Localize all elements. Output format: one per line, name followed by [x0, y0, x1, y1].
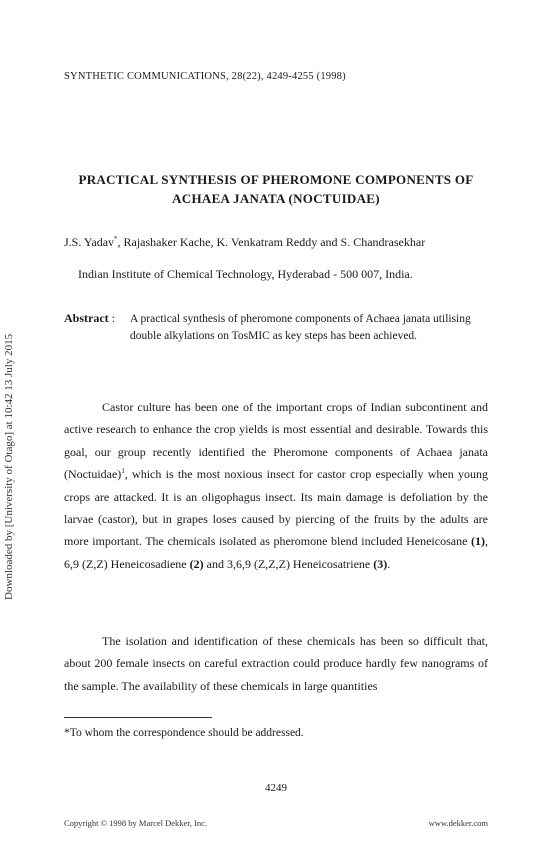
compound-2: (2) — [189, 556, 204, 571]
compound-1: (1) — [471, 534, 485, 549]
abstract-label — [64, 311, 115, 326]
abstract-text: A practical synthesis of pheromone components of Achaea janata utilising double alkylations on TosMIC as key steps has been achieved. — [130, 313, 471, 342]
reference-1[interactable]: 1 — [121, 467, 125, 476]
abstract-heading: Abstract — [64, 311, 109, 325]
corresponding-mark: * — [114, 235, 118, 243]
p1-text-e: . — [387, 556, 391, 571]
page-number: 4249 — [265, 782, 287, 794]
body-paragraph-2: The isolation and identification of these chemicals has been so difficult that, about 200 female insects on careful extraction could produce hardly few nanograms of the sample. The availability of these chemicals in large quantities — [64, 634, 488, 693]
abstract-separator: : — [111, 311, 115, 325]
footnote-rule — [64, 717, 212, 718]
author-list — [64, 235, 425, 250]
journal-header: SYNTHETIC COMMUNICATIONS, 28(22), 4249-4255 (1998) — [64, 71, 346, 82]
p1-text-c: , 6,9 (Z,Z) Heneicosadiene — [64, 534, 488, 571]
compound-3: (3) — [373, 556, 388, 571]
author-first: J.S. Yadav — [64, 235, 115, 249]
publisher-website-link[interactable]: www.dekker.com — [428, 818, 488, 828]
footnote: *To whom the correspondence should be addressed. — [64, 727, 304, 739]
copyright-notice: Copyright © 1998 by Marcel Dekker, Inc. — [64, 818, 208, 828]
title-line-2: ACHAEA JANATA (NOCTUIDAE) — [172, 191, 380, 206]
body-paragraph-1 — [64, 396, 488, 575]
p1-text-a: Castor culture has been one of the important crops of Indian subcontinent and active research to enhance the crop yields is most essential and desirable. Towards this goal, our group recently identified the Pheromone components of Achaea janata (Noctuidae) — [64, 400, 488, 482]
p1-text-b: , which is the most noxious insect for castor crop especially when young crops are attacked. It is an oligophagus insect. Its main damage is defoliation by the larvae (castor), but in grapes loses caused by piercing of the fruits by the adults are more important. The chemicals isolated as pheromone blend included Heneicosane — [64, 467, 488, 549]
download-watermark: Downloaded by [University of Otago] at 10:42 13 July 2015 — [3, 333, 15, 600]
title-line-1: PRACTICAL SYNTHESIS OF PHEROMONE COMPONENTS OF — [78, 172, 474, 187]
paper-title — [40, 170, 512, 208]
affiliation: Indian Institute of Chemical Technology, Hyderabad - 500 007, India. — [78, 267, 413, 281]
author-rest: , Rajashaker Kache, K. Venkatram Reddy and S. Chandrasekhar — [117, 235, 426, 249]
p1-text-d: and 3,6,9 (Z,Z,Z) Heneicosatriene — [203, 556, 374, 571]
